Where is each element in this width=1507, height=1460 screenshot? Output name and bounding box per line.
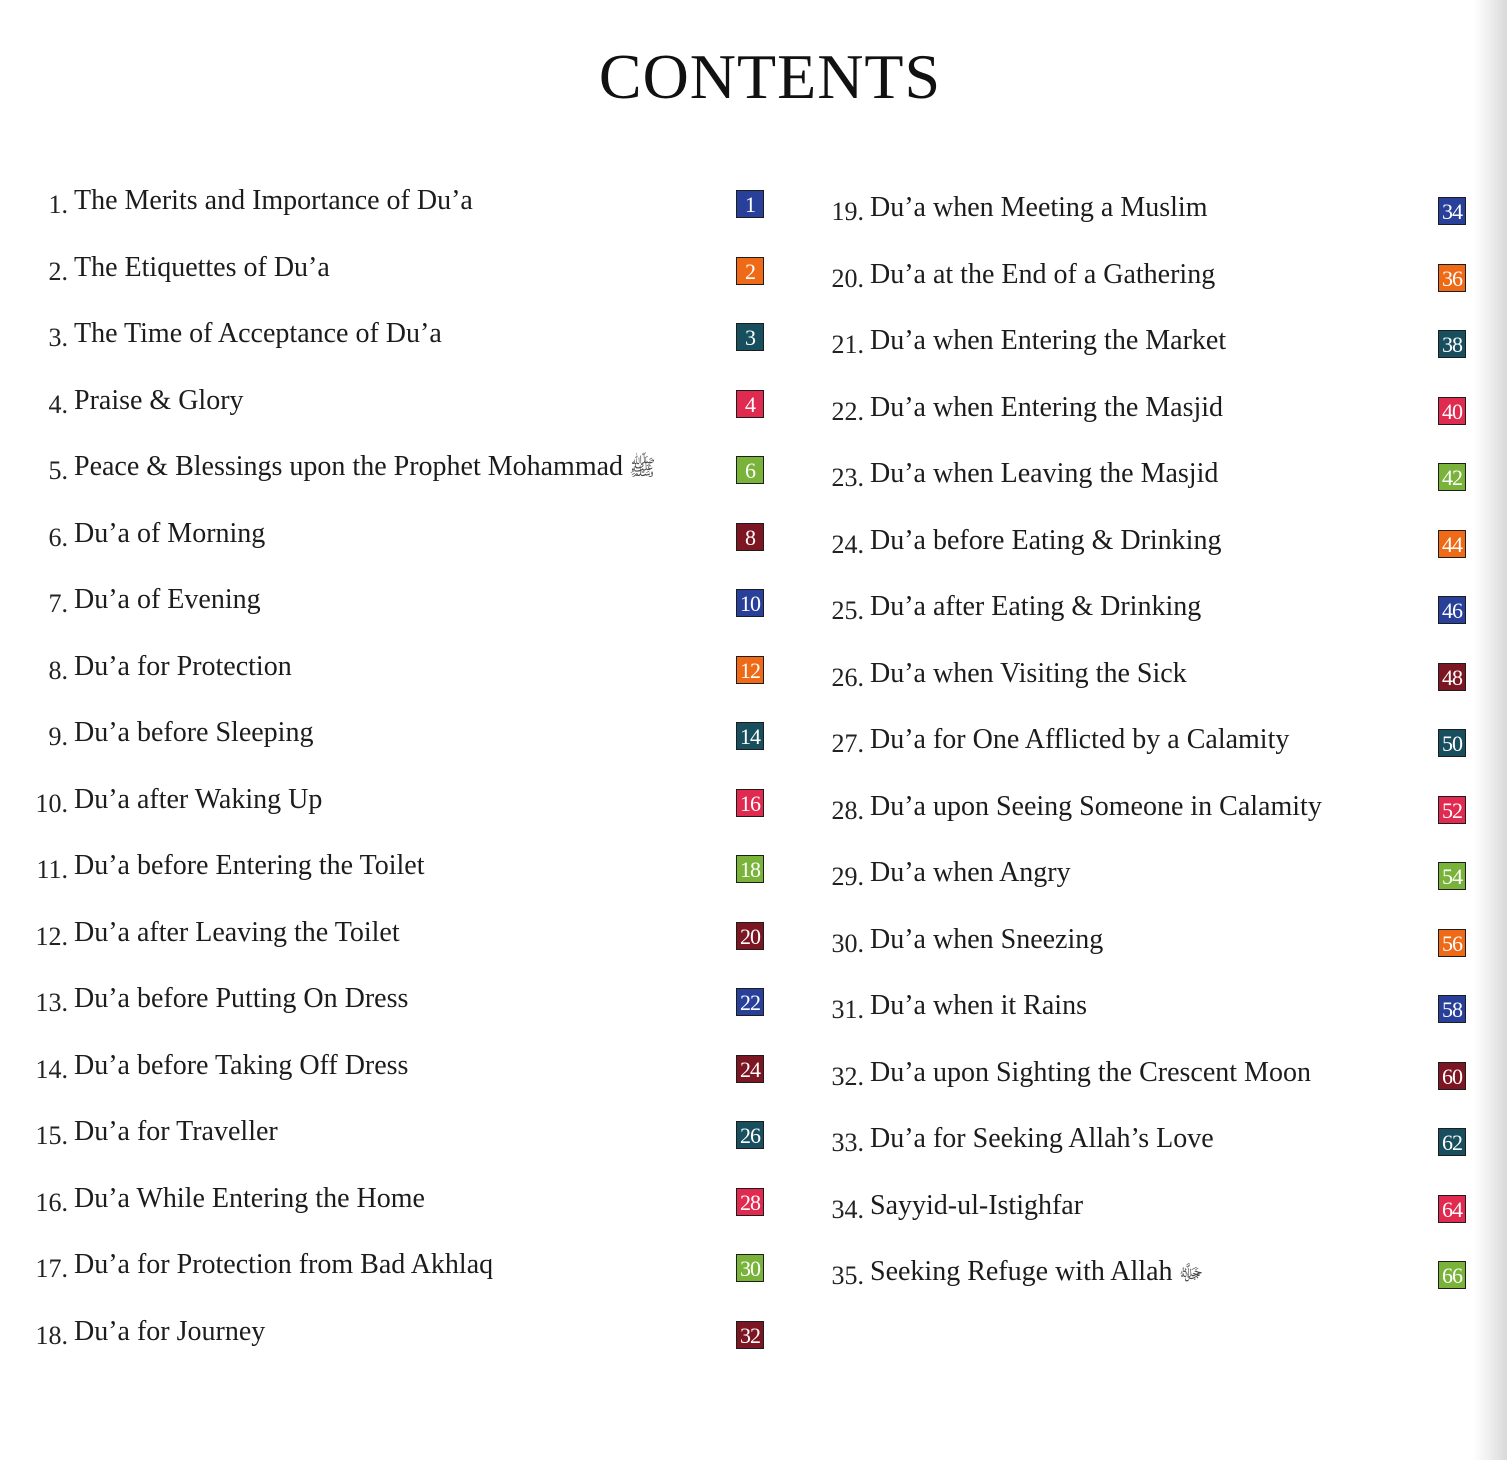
entry-number: 33. — [831, 1128, 864, 1157]
entry-title — [870, 576, 1201, 623]
page-number-badge[interactable]: 10 — [736, 589, 764, 617]
entry-number: 1. — [48, 190, 68, 219]
toc-entry[interactable] — [22, 902, 767, 969]
entry-title-text: Du’a when Sneezing — [870, 923, 1104, 955]
page-number-badge[interactable]: 18 — [736, 855, 764, 883]
entry-number: 19. — [831, 197, 864, 226]
entry-title-text: Sayyid-ul-Istighfar — [870, 1189, 1084, 1221]
toc-entry[interactable] — [22, 569, 767, 636]
entry-title — [74, 968, 408, 1015]
entry-number: 10. — [35, 788, 68, 818]
entry-number: 25. — [831, 596, 864, 625]
entry-title — [74, 702, 313, 749]
entry-title — [870, 177, 1208, 224]
page-number-badge[interactable]: 64 — [1438, 1195, 1466, 1223]
entry-number: 31. — [831, 995, 864, 1024]
toc-entry[interactable] — [22, 1101, 767, 1168]
entry-title — [870, 776, 1322, 823]
toc-entry[interactable] — [22, 503, 767, 570]
entry-title-text: Du’a when Meeting a Muslim — [870, 192, 1208, 223]
entry-title-text: Du’a when Angry — [870, 857, 1071, 888]
entry-number: 5. — [48, 456, 68, 485]
toc-entry[interactable] — [812, 443, 1472, 510]
honorific-calligraphy-icon: ﷻ — [1178, 1260, 1204, 1285]
toc-entry[interactable] — [22, 436, 767, 503]
toc-entry[interactable] — [22, 1234, 767, 1301]
page-number-badge[interactable]: 2 — [736, 257, 764, 285]
entry-title-text: Du’a before Putting On Dress — [74, 983, 409, 1014]
entry-title — [74, 370, 244, 417]
entry-title-text: Du’a before Sleeping — [74, 717, 314, 748]
toc-entry[interactable] — [22, 636, 767, 703]
entry-number: 14. — [35, 1054, 68, 1084]
entry-number: 35. — [831, 1261, 864, 1290]
page-number-badge[interactable]: 56 — [1438, 929, 1466, 957]
entry-title — [74, 1168, 425, 1215]
page-number-badge[interactable]: 36 — [1438, 264, 1466, 292]
entry-title — [74, 303, 442, 350]
entry-number: 32. — [831, 1061, 864, 1091]
toc-entry[interactable] — [22, 1168, 767, 1235]
entry-title-text: Praise & Glory — [74, 384, 244, 416]
entry-title — [74, 1101, 278, 1148]
page-number-badge[interactable]: 54 — [1438, 862, 1466, 890]
entry-title-text: Seeking Refuge with Allah — [870, 1256, 1173, 1287]
entry-title — [870, 1175, 1083, 1222]
entry-title-text: Du’a before Eating & Drinking — [870, 524, 1222, 556]
entry-number: 3. — [48, 323, 68, 352]
page-number-badge[interactable]: 22 — [736, 988, 764, 1016]
entry-title — [74, 1234, 493, 1281]
entry-title — [870, 643, 1187, 690]
entry-title-text: Du’a for One Afflicted by a Calamity — [870, 724, 1290, 755]
page-number-badge[interactable]: 66 — [1438, 1261, 1466, 1289]
entry-title-text: Du’a when Entering the Masjid — [870, 391, 1224, 423]
honorific-calligraphy-icon: ﷺ — [629, 455, 656, 480]
page-number-badge[interactable]: 48 — [1438, 663, 1466, 691]
entry-number: 11. — [36, 855, 68, 884]
entry-title-text: Du’a at the End of a Gathering — [870, 258, 1216, 290]
entry-number: 7. — [48, 589, 68, 618]
page-number-badge[interactable]: 6 — [736, 456, 764, 484]
entry-title — [870, 975, 1087, 1022]
entry-title-text: Du’a when it Rains — [870, 990, 1087, 1021]
toc-entry[interactable] — [812, 1108, 1472, 1175]
entry-number: 24. — [831, 529, 864, 559]
page-number-badge[interactable]: 52 — [1438, 796, 1466, 824]
page-number-badge[interactable]: 12 — [736, 656, 764, 684]
page-number-badge[interactable]: 38 — [1438, 330, 1466, 358]
entry-title — [870, 244, 1215, 291]
entry-title — [74, 569, 261, 616]
entry-title — [74, 769, 322, 816]
entry-title — [74, 902, 400, 949]
toc-entry[interactable] — [812, 1042, 1472, 1109]
page-number-badge[interactable]: 50 — [1438, 729, 1466, 757]
entry-number: 12. — [35, 921, 68, 951]
toc-entry[interactable] — [22, 303, 767, 370]
entry-title — [870, 377, 1223, 424]
page-number-badge[interactable]: 24 — [736, 1055, 764, 1083]
entry-title — [74, 436, 656, 486]
entry-number: 20. — [831, 263, 864, 293]
entry-title-text: Du’a for Journey — [74, 1315, 266, 1347]
entry-title-text: Du’a after Leaving the Toilet — [74, 916, 400, 948]
page-number-badge[interactable]: 40 — [1438, 397, 1466, 425]
entry-number: 18. — [35, 1320, 68, 1350]
entry-number: 29. — [831, 862, 864, 891]
entry-number: 2. — [48, 256, 68, 286]
entry-number: 34. — [831, 1194, 864, 1224]
toc-entry[interactable] — [812, 244, 1472, 311]
entry-title-text: Du’a upon Seeing Someone in Calamity — [870, 790, 1322, 822]
entry-number: 27. — [831, 729, 864, 758]
toc-entry[interactable] — [812, 1175, 1472, 1242]
page-number-badge[interactable]: 30 — [736, 1254, 764, 1282]
page-number-badge[interactable]: 8 — [736, 523, 764, 551]
entry-title-text: Du’a of Evening — [74, 584, 261, 615]
page-number-badge[interactable]: 28 — [736, 1188, 764, 1216]
entry-number: 8. — [48, 655, 68, 685]
page-number-badge[interactable]: 60 — [1438, 1062, 1466, 1090]
entry-title — [870, 310, 1226, 357]
entry-title-text: Du’a when Visiting the Sick — [870, 657, 1187, 689]
entry-title-text: Du’a of Morning — [74, 517, 266, 549]
toc-entry[interactable] — [22, 702, 767, 769]
toc-entry[interactable] — [812, 842, 1472, 909]
entry-number: 21. — [831, 330, 864, 359]
page-number-badge[interactable]: 58 — [1438, 995, 1466, 1023]
toc-entry[interactable] — [812, 510, 1472, 577]
contents-right-column — [812, 177, 1472, 1308]
entry-title — [870, 443, 1218, 490]
toc-entry[interactable] — [812, 643, 1472, 710]
toc-entry[interactable] — [22, 968, 767, 1035]
entry-title-text: The Time of Acceptance of Du’a — [74, 318, 442, 349]
page-number-badge[interactable]: 26 — [736, 1121, 764, 1149]
toc-entry[interactable] — [812, 909, 1472, 976]
entry-title — [74, 835, 425, 882]
entry-title — [870, 1108, 1214, 1155]
entry-number: 22. — [831, 396, 864, 426]
entry-number: 16. — [35, 1187, 68, 1217]
toc-entry[interactable] — [812, 310, 1472, 377]
page-number-badge[interactable]: 34 — [1438, 197, 1466, 225]
toc-entry[interactable] — [812, 1241, 1472, 1308]
entry-number: 28. — [831, 795, 864, 825]
page-number-badge[interactable]: 46 — [1438, 596, 1466, 624]
entry-number: 9. — [48, 722, 68, 751]
page-number-badge[interactable]: 16 — [736, 789, 764, 817]
entry-title — [870, 510, 1221, 557]
entry-title-text: The Merits and Importance of Du’a — [74, 185, 473, 216]
entry-title-text: Du’a While Entering the Home — [74, 1182, 425, 1214]
entry-title-text: Du’a after Eating & Drinking — [870, 591, 1202, 622]
entry-title — [870, 1042, 1311, 1089]
entry-title-text: Du’a for Seeking Allah’s Love — [870, 1123, 1214, 1154]
toc-entry[interactable] — [812, 377, 1472, 444]
entry-title — [74, 1301, 265, 1348]
toc-entry[interactable] — [22, 370, 767, 437]
contents-left-column — [22, 170, 767, 1367]
entry-number: 15. — [35, 1121, 68, 1150]
entry-title-text: Peace & Blessings upon the Prophet Mohammad — [74, 451, 624, 482]
toc-entry[interactable] — [812, 975, 1472, 1042]
entry-title-text: Du’a for Protection — [74, 650, 292, 682]
entry-title-text: Du’a when Leaving the Masjid — [870, 458, 1219, 489]
entry-title — [870, 709, 1289, 756]
entry-title — [74, 1035, 408, 1082]
toc-entry[interactable] — [812, 177, 1472, 244]
entry-number: 13. — [35, 988, 68, 1017]
entry-number: 26. — [831, 662, 864, 692]
entry-title — [74, 237, 330, 284]
toc-entry[interactable] — [812, 576, 1472, 643]
page-number-badge[interactable]: 1 — [736, 190, 764, 218]
toc-entry[interactable] — [812, 709, 1472, 776]
page-number-badge[interactable]: 42 — [1438, 463, 1466, 491]
entry-title-text: Du’a before Taking Off Dress — [74, 1049, 409, 1081]
entry-title-text: Du’a after Waking Up — [74, 783, 323, 815]
entry-title-text: Du’a when Entering the Market — [870, 325, 1227, 356]
entry-number: 6. — [48, 522, 68, 552]
toc-entry[interactable] — [22, 1035, 767, 1102]
toc-entry[interactable] — [22, 237, 767, 304]
entry-title-text: Du’a for Traveller — [74, 1116, 278, 1147]
entry-title — [74, 636, 292, 683]
toc-entry[interactable] — [22, 769, 767, 836]
toc-entry[interactable] — [812, 776, 1472, 843]
entry-title — [870, 842, 1071, 889]
page-number-badge[interactable]: 4 — [736, 390, 764, 418]
entry-title-text: Du’a for Protection from Bad Akhlaq — [74, 1249, 494, 1280]
entry-title — [870, 909, 1103, 956]
entry-title-text: The Etiquettes of Du’a — [74, 251, 330, 283]
entry-title — [74, 170, 473, 217]
toc-entry[interactable] — [22, 170, 767, 237]
page-number-badge[interactable]: 20 — [736, 922, 764, 950]
page-number-badge[interactable]: 44 — [1438, 530, 1466, 558]
entry-title — [74, 503, 265, 550]
entry-title — [870, 1241, 1203, 1291]
page-number-badge[interactable]: 3 — [736, 323, 764, 351]
entry-title-text: Du’a before Entering the Toilet — [74, 850, 425, 881]
toc-entry[interactable] — [22, 835, 767, 902]
page-number-badge[interactable]: 14 — [736, 722, 764, 750]
page-edge-shadow — [1473, 0, 1507, 1460]
page-number-badge[interactable]: 32 — [736, 1321, 764, 1349]
entry-title-text: Du’a upon Sighting the Crescent Moon — [870, 1056, 1311, 1088]
entry-number: 17. — [35, 1254, 68, 1283]
toc-entry[interactable] — [22, 1301, 767, 1368]
entry-number: 4. — [48, 389, 68, 419]
page-number-badge[interactable]: 62 — [1438, 1128, 1466, 1156]
entry-number: 23. — [831, 463, 864, 492]
page-title: CONTENTS — [598, 41, 942, 112]
entry-number: 30. — [831, 928, 864, 958]
